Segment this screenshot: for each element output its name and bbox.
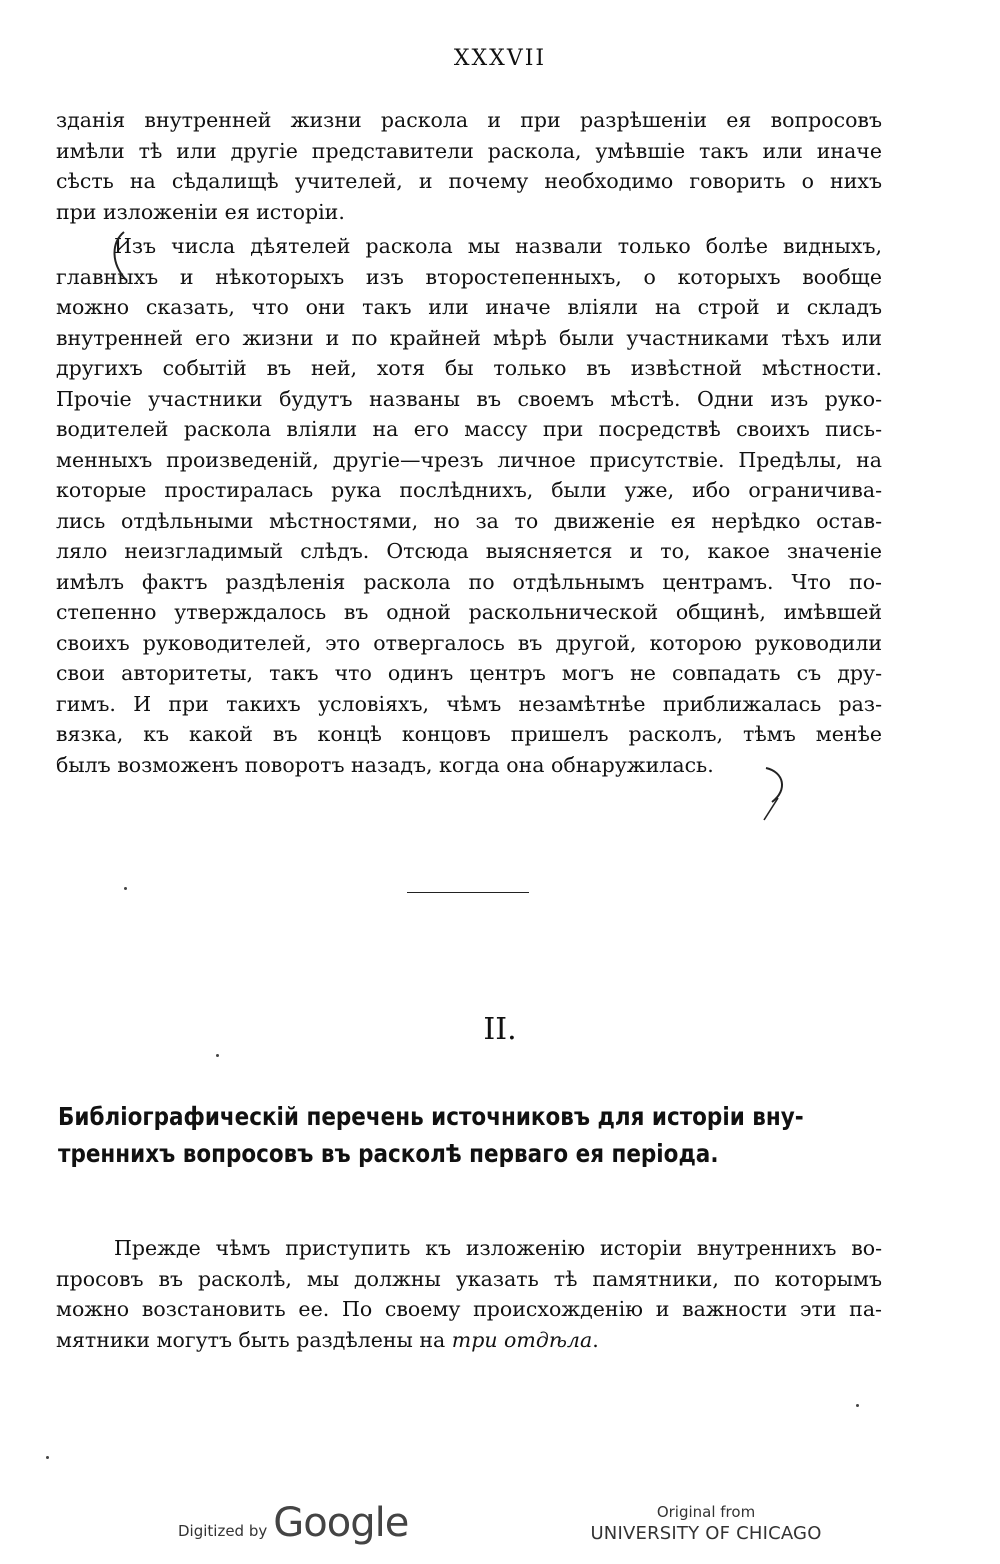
text-line: зданія внутренней жизни раскола и при разрѣшеніи ея вопросовъ: [56, 108, 882, 132]
text-line: свои авторитеты, такъ что одинъ центръ могъ не совпадать съ дру-: [56, 661, 882, 685]
section-title-line: треннихъ вопросовъ въ расколѣ перваго ея періода.: [58, 1139, 719, 1168]
text-line: можно сказать, что они такъ или иначе вліяли на строй и складъ: [56, 295, 882, 319]
pencil-bracket-close-mark: [758, 758, 798, 822]
section-divider: [407, 892, 529, 893]
text-line: гимъ. И при такихъ условіяхъ, чѣмъ незамѣтнѣе приближалась раз-: [56, 691, 882, 716]
original-label: Original from: [656, 1503, 756, 1521]
text-line: имѣли тѣ или другіе представители раскола, умѣвшіе такъ или иначе: [56, 138, 882, 163]
text-line-end: .: [592, 1327, 599, 1352]
institution-name: UNIVERSITY OF CHICAGO: [590, 1523, 822, 1544]
text-line: просовъ въ расколѣ, мы должны указать тѣ памятники, по которымъ: [56, 1266, 882, 1291]
text-line: можно возстановить ее. По своему происхожденію и важности эти па-: [56, 1297, 882, 1321]
text-line-start: мятники могутъ быть раздѣлены на: [56, 1327, 452, 1352]
text-line: внутренней его жизни и по крайней мѣрѣ были участниками тѣхъ или: [56, 325, 882, 350]
section-numeral: II.: [483, 1012, 517, 1047]
text-line: вязка, къ какой въ концѣ концовъ пришелъ расколъ, тѣмъ менѣе: [56, 722, 882, 746]
scan-speck: [856, 1404, 859, 1407]
scan-speck: [46, 1456, 49, 1459]
paragraph-activists: [56, 231, 882, 780]
text-line: Прочіе участники будутъ названы въ своемъ мѣстѣ. Одни изъ руко-: [56, 386, 882, 411]
page-number: XXXVII: [453, 46, 547, 71]
scan-speck: [216, 1054, 219, 1057]
scan-speck: [124, 887, 127, 890]
original-source-credit: [586, 1502, 826, 1546]
section-title-line: Библіографическій перечень источниковъ для исторіи вну-: [58, 1102, 804, 1131]
google-logo: Google: [273, 1500, 409, 1546]
digitized-label: Digitized by: [178, 1522, 268, 1540]
text-line: менныхъ произведеній, другіе—чрезъ личное присутствіе. Предѣлы, на: [56, 447, 882, 472]
text-line: Прежде чѣмъ приступить къ изложенію исторіи внутреннихъ во-: [114, 1236, 882, 1260]
text-line: главныхъ и нѣкоторыхъ изъ второстепенныхъ, о которыхъ вообще: [56, 264, 882, 289]
paragraph-continuation: [56, 105, 882, 227]
text-line: лись отдѣльными мѣстностями, но за то движеніе ея нерѣдко остав-: [56, 508, 882, 533]
paragraph-sources-intro: [56, 1233, 882, 1355]
digitized-by-credit: [178, 1500, 408, 1546]
text-line: Изъ числа дѣятелей раскола мы назвали только болѣе видныхъ,: [114, 234, 882, 258]
emphasized-phrase: три отдѣла: [451, 1327, 593, 1352]
pencil-bracket-open-mark: [104, 228, 134, 288]
text-line: другихъ событій въ ней, хотя бы только въ извѣстной мѣстности.: [56, 356, 882, 380]
text-line: сѣсть на сѣдалищѣ учителей, и почему необходимо говорить о нихъ: [56, 169, 882, 193]
text-line: имѣлъ фактъ раздѣленія раскола по отдѣльнымъ центрамъ. Что по-: [56, 569, 882, 594]
text-line: водителей раскола вліяли на его массу при посредствѣ своихъ пись-: [56, 417, 882, 441]
text-line: которые простиралась рука послѣднихъ, были уже, ибо ограничива-: [56, 478, 882, 502]
section-title: [58, 1098, 804, 1172]
text-line: при изложеніи ея исторіи.: [56, 199, 345, 224]
text-line: [56, 1325, 882, 1356]
text-line: своихъ руководителей, это отвергалось въ другой, которою руководили: [56, 630, 882, 655]
text-line: ляло неизгладимый слѣдъ. Отсюда выясняется и то, какое значеніе: [56, 539, 882, 563]
text-line: степенно утверждалось въ одной раскольнической общинѣ, имѣвшей: [56, 600, 882, 624]
text-line: былъ возможенъ поворотъ назадъ, когда она обнаружилась.: [56, 752, 714, 777]
